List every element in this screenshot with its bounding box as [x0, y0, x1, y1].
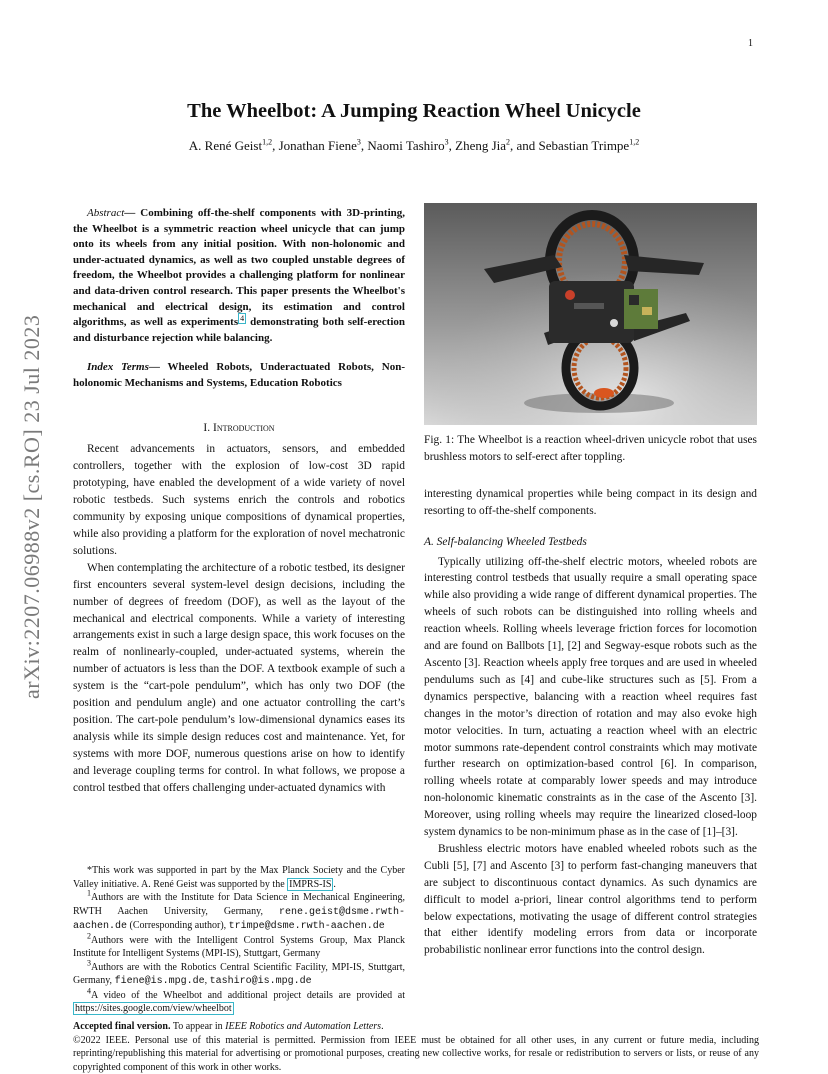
affiliation-mark: 3 — [445, 138, 449, 147]
page-number: 1 — [748, 38, 753, 49]
abstract-label: Abstract — [87, 207, 124, 219]
wheelbot-photo — [424, 203, 757, 425]
email: trimpe@dsme.rwth-aachen.de — [229, 921, 385, 932]
intro-paragraph: Recent advancements in actuators, sensors, and embedded controllers, together with the explosion of low-cost 3D rapid prototyping, have enabled the development of a wide variety of novel robotic testbeds. Such systems enrich the controls and robotics community by exposing unique compositions of dynamical properties, while also providing a platform for the exploration of novel mechatronic solutions. — [73, 441, 405, 559]
author-name: Naomi Tashiro — [367, 138, 444, 153]
project-link[interactable]: https://sites.google.com/view/wheelbot — [73, 1002, 234, 1015]
author-name: Jonathan Fiene — [279, 138, 357, 153]
abstract: Abstract— Combining off-the-shelf components with 3D-printing, the Wheelbot is a symmetric reaction wheel unicycle that can jump onto its wheels from any initial position. With non-holonomic and under-actuated dynamics, as well as two coupled unstable degrees of freedom, the Wheelbot provides a challenging platform for nonlinear and data-driven control research. This paper presents the Wheelbot's mechanical and electrical design, its estimation and control algorithms, as well as experiments $^4$ demonstrating both self-erection and disturbance rejection while balancing. — [73, 206, 405, 346]
index-terms-label: Index Terms — [87, 361, 149, 373]
left-column — [73, 206, 405, 796]
footnote: $^2$Authors were with the Intelligent Control Systems Group, Max Planck Institute for Intelligent Systems (MPI-IS), Stuttgart, Germany — [73, 934, 405, 961]
author-list: A. René Geist$^{1,2}$, Jonathan Fiene$^3$, Naomi Tashiro$^3$, Zheng Jia$^2$, and Sebastian Trimpe$^{1,2}$ — [0, 138, 828, 154]
figure-caption: Fig. 1: The Wheelbot is a reaction wheel-driven unicycle robot that uses brushless motors to self-erect after toppling. — [424, 432, 757, 466]
affiliation-mark: 3 — [357, 138, 361, 147]
body-paragraph: Brushless electric motors have enabled wheeled robots such as the Cubli [5], [7] and Ascento [3] to perform fast-changing maneuvers that are subject to discontinuous contact dynamics. As such dynamics are difficult to model a-priori, linear control algorithms tend to perform below expectations, motivating the usage of different control strategies that either identify modeling errors from data or incorporate probabilistic nonlinear error functions into the control design. — [424, 841, 757, 959]
footnote: $^1$Authors are with the Institute for Data Science in Mechanical Engineering, RWTH Aachen University, Germany, rene.geist@dsme.rwth-aachen.de (Corresponding author), trimpe@dsme.rwth-aachen.de — [73, 891, 405, 934]
intro-paragraph: When contemplating the architecture of a robotic testbed, its designer first encounters several system-level design decisions, including the number of degrees of freedom (DOF), as well as the layout of the mechanical and electrical components. While a variety of interesting arrangements exist in such a large design space, this work focuses on the realm of nonlinearly-coupled, under-actuated systems, wherein the number of actuators is less than the DOF. A textbook example of such a system is the “cart-pole pendulum”, which has only two DOF (the position and pendulum angle) and one actuator controlling the cart’s position. The cart-pole pendulum’s low-dimensional dynamics eases its analysis while its simple design reduces cost and maintenance. Yet, for systems with more DOF, numerous questions arise on how to identify and leverage coupling terms for control. In what follows, we propose a control testbed that offers challenging under-actuated dynamics with — [73, 560, 405, 797]
copyright-notice: ©2022 IEEE. Personal use of this material is permitted. Permission from IEEE must be obtained for all other uses, in any current or future media, including reprinting/republishing this material for advertising or promotional purposes, creating new collective works, for resale or redistribution to servers or lists, or reuse of any copyrighted component of this work in other works. — [73, 1034, 759, 1074]
body-paragraph: Typically utilizing off-the-shelf electric motors, wheeled robots are interesting control testbeds that usually require a small operating space while also providing a wide range of different dynamical properties. The wheels of such robots can be distinguished into rolling wheels and reaction wheels. Rolling wheels leverage friction forces for locomotion and are found on Ballbots [1], [2] and Segway-esque robots such as the Ascento [3]. Reaction wheels apply free torques and are used in wheeled pendulums such as [4] and cube-like structures such as [5]. From a dynamics perspective, balancing with a reaction wheel requires fast changes in the motor’s direction of rotation and may also evoke high motor velocities. In turn, actuating a reaction wheel with an electric motor summons rate-dependent control constraints which may motivate further research on optimization-based control [6]. In comparison, rolling wheels rotate at comparably lower speeds and may introduce non-holonomic kinematic constraints as in the case of the Ascento [3]. Moreover, using rolling wheels may require the linearized closed-loop system dynamics to be non-minimum phase as in the case of [1]–[3]. — [424, 554, 757, 841]
robot-illustration — [424, 203, 757, 425]
footnote: $^3$Authors are with the Robotics Central Scientific Facility, MPI-IS, Stuttgart, Germany, fiene@is.mpg.de, tashiro@is.mpg.de — [73, 961, 405, 989]
body-paragraph: interesting dynamical properties while being compact in its design and resorting to off-the-shelf components. — [424, 486, 757, 520]
affiliation-mark: 1,2 — [629, 138, 639, 147]
arxiv-identifier: arXiv:2207.06988v2 [cs.RO] 23 Jul 2023 — [19, 319, 45, 699]
publication-notice — [73, 1020, 759, 1074]
affiliation-mark: 1,2 — [262, 138, 272, 147]
author-name: Zheng Jia — [455, 138, 506, 153]
section-heading: I. Introduction — [73, 420, 405, 437]
footnotes — [73, 864, 405, 1016]
subsection-heading: A. Self-balancing Wheeled Testbeds — [424, 534, 757, 551]
index-terms: Index Terms— Wheeled Robots, Underactuated Robots, Non-holonomic Mechanisms and Systems, Education Robotics — [73, 360, 405, 391]
footnote-link[interactable]: 4 — [238, 313, 246, 324]
author-name: A. René Geist — [189, 138, 262, 153]
right-column — [424, 432, 757, 959]
accepted-line: Accepted final version. To appear in IEEE Robotics and Automation Letters. — [73, 1020, 759, 1034]
email: fiene@is.mpg.de — [115, 976, 205, 987]
footnote: *This work was supported in part by the Max Planck Society and the Cyber Valley initiative. A. René Geist was supported by the IMPRS-IS . — [73, 864, 405, 891]
footnote: $^4$A video of the Wheelbot and additional project details are provided at https://sites.google.com/view/wheelbot — [73, 989, 405, 1016]
affiliation-mark: 2 — [506, 138, 510, 147]
email: tashiro@is.mpg.de — [210, 976, 312, 987]
email: rene.geist@dsme.rwth-aachen.de — [73, 907, 405, 933]
paper-title: The Wheelbot: A Jumping Reaction Wheel Unicycle — [0, 100, 828, 123]
imprs-link[interactable]: IMPRS-IS — [287, 878, 333, 891]
author-name: and Sebastian Trimpe — [517, 138, 630, 153]
